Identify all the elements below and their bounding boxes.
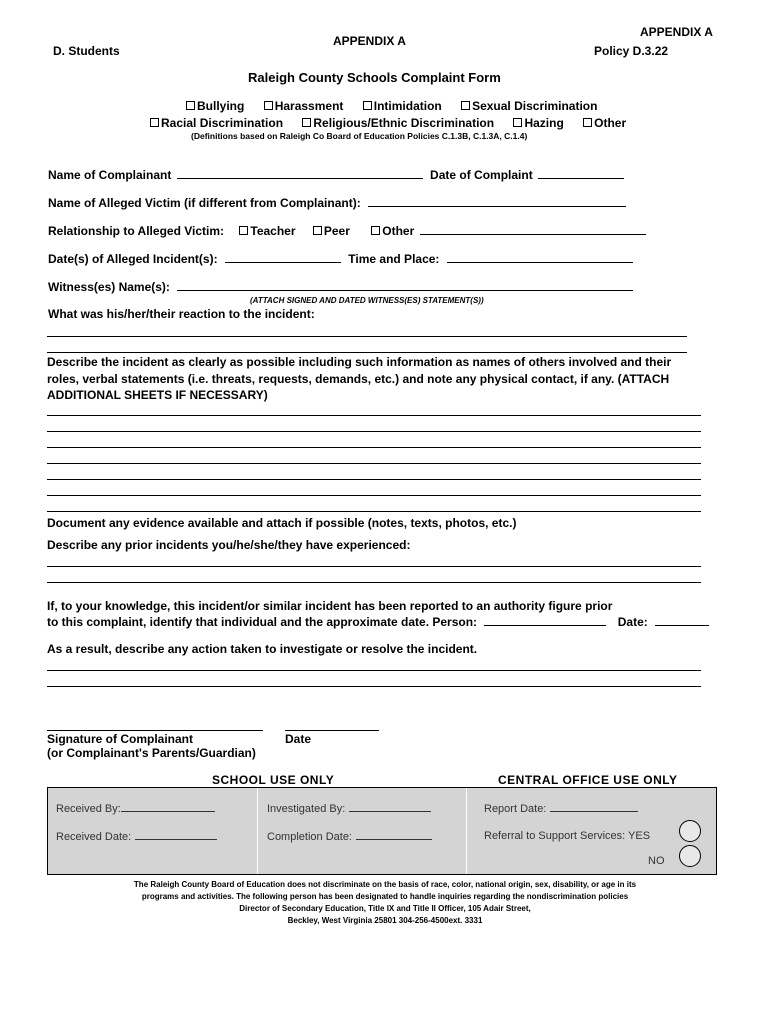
describe-answer-line[interactable] bbox=[47, 479, 701, 480]
reported-person-input[interactable] bbox=[484, 614, 606, 626]
report-date-field[interactable]: Report Date: bbox=[484, 802, 638, 815]
checkbox-other[interactable]: Other bbox=[583, 116, 626, 130]
describe-line-1: Describe the incident as clearly as possible including such information as names of others involved and their bbox=[47, 355, 672, 369]
appendix-label-right: APPENDIX A bbox=[640, 25, 713, 39]
form-title: Raleigh County Schools Complaint Form bbox=[248, 70, 501, 85]
policy-number: Policy D.3.22 bbox=[594, 44, 669, 58]
describe-line-3: ADDITIONAL SHEETS IF NECESSARY) bbox=[47, 388, 268, 402]
witness-note: (ATTACH SIGNED AND DATED WITNESS(ES) STATEMENT(S)) bbox=[250, 296, 484, 305]
incident-dates-row bbox=[48, 251, 633, 266]
referral-no-label: NO bbox=[648, 855, 665, 867]
witness-label: Witness(es) Name(s): bbox=[48, 280, 170, 294]
incident-dates-input[interactable] bbox=[225, 251, 341, 263]
footer-line-3: Director of Secondary Education, Title IX and Title II Officer, 105 Adair Street, bbox=[239, 904, 531, 913]
witness-row bbox=[48, 279, 633, 294]
complainant-name-label: Name of Complainant bbox=[48, 168, 172, 182]
reaction-line-2[interactable] bbox=[47, 352, 687, 353]
describe-answer-line[interactable] bbox=[47, 511, 701, 512]
checkbox-harassment[interactable]: Harassment bbox=[264, 99, 344, 113]
prior-answer-line[interactable] bbox=[47, 582, 701, 583]
reported-date-input[interactable] bbox=[655, 614, 709, 626]
victim-name-input[interactable] bbox=[368, 195, 626, 207]
checkbox-teacher[interactable]: Teacher bbox=[239, 224, 295, 238]
evidence-label: Document any evidence available and attach if possible (notes, texts, photos, etc.) bbox=[47, 516, 517, 530]
office-use-box bbox=[47, 787, 717, 875]
category-row-1 bbox=[186, 99, 597, 113]
reported-row bbox=[47, 614, 709, 629]
footer-notice bbox=[60, 879, 710, 927]
describe-answer-line[interactable] bbox=[47, 447, 701, 448]
checkbox-peer[interactable]: Peer bbox=[313, 224, 350, 238]
time-place-input[interactable] bbox=[447, 251, 633, 263]
complaint-date-label: Date of Complaint bbox=[430, 168, 533, 182]
signature-sublabel: (or Complainant's Parents/Guardian) bbox=[47, 746, 256, 760]
complaint-date-input[interactable] bbox=[538, 167, 624, 179]
referral-no-radio[interactable] bbox=[679, 845, 701, 867]
referral-yes-label: Referral to Support Services: YES bbox=[484, 830, 651, 842]
action-answer-line[interactable] bbox=[47, 670, 701, 671]
describe-answer-line[interactable] bbox=[47, 463, 701, 464]
checkbox-bullying[interactable]: Bullying bbox=[186, 99, 244, 113]
category-row-2 bbox=[150, 116, 626, 130]
investigated-by-field[interactable]: Investigated By: bbox=[267, 802, 431, 815]
footer-line-2: programs and activities. The following person has been designated to handle inquiries regarding the nondiscrimination policies bbox=[141, 892, 629, 901]
relationship-other-input[interactable] bbox=[420, 223, 646, 235]
received-by-field[interactable]: Received By: bbox=[56, 802, 215, 815]
victim-name-row bbox=[48, 195, 626, 210]
appendix-label-center: APPENDIX A bbox=[333, 34, 406, 48]
relationship-row bbox=[48, 223, 646, 238]
signature-date-line[interactable] bbox=[285, 730, 379, 731]
definitions-note: (Definitions based on Raleigh Co Board of Education Policies C.1.3B, C.1.3A, C.1.4) bbox=[191, 131, 528, 141]
reported-line-1: If, to your knowledge, this incident/or similar incident has been reported to an authority figure prior bbox=[47, 599, 613, 613]
section-label: D. Students bbox=[53, 44, 120, 58]
referral-yes-radio[interactable] bbox=[679, 820, 701, 842]
action-answer-line[interactable] bbox=[47, 686, 701, 687]
reaction-line-1[interactable] bbox=[47, 336, 687, 337]
school-use-heading: SCHOOL USE ONLY bbox=[212, 773, 335, 787]
incident-dates-label: Date(s) of Alleged Incident(s): bbox=[48, 252, 218, 266]
checkbox-relationship-other[interactable]: Other bbox=[371, 224, 414, 238]
witness-input[interactable] bbox=[177, 279, 633, 291]
signature-line[interactable] bbox=[47, 730, 263, 731]
checkbox-hazing[interactable]: Hazing bbox=[513, 116, 563, 130]
complainant-name-input[interactable] bbox=[177, 167, 423, 179]
prior-incidents-label: Describe any prior incidents you/he/she/they have experienced: bbox=[47, 538, 411, 552]
checkbox-sexual-discrimination[interactable]: Sexual Discrimination bbox=[461, 99, 597, 113]
describe-answer-line[interactable] bbox=[47, 415, 701, 416]
completion-date-field[interactable]: Completion Date: bbox=[267, 830, 432, 843]
complainant-name-row bbox=[48, 167, 624, 182]
victim-name-label: Name of Alleged Victim (if different from Complainant): bbox=[48, 196, 361, 210]
action-label: As a result, describe any action taken to investigate or resolve the incident. bbox=[47, 642, 478, 656]
received-date-field[interactable]: Received Date: bbox=[56, 830, 217, 843]
reported-person-label: to this complaint, identify that individual and the approximate date. Person: bbox=[47, 615, 478, 629]
reported-date-label: Date: bbox=[617, 615, 648, 629]
describe-answer-line[interactable] bbox=[47, 431, 701, 432]
relationship-label: Relationship to Alleged Victim: bbox=[48, 224, 225, 238]
reaction-label: What was his/her/their reaction to the incident: bbox=[48, 307, 315, 321]
footer-line-1: The Raleigh County Board of Education does not discriminate on the basis of race, color, national origin, sex, disability, or age in its bbox=[133, 880, 637, 889]
signature-date-label: Date bbox=[285, 732, 312, 746]
central-office-heading: CENTRAL OFFICE USE ONLY bbox=[498, 773, 678, 787]
checkbox-religious-discrimination[interactable]: Religious/Ethnic Discrimination bbox=[302, 116, 494, 130]
time-place-label: Time and Place: bbox=[348, 252, 440, 266]
checkbox-intimidation[interactable]: Intimidation bbox=[363, 99, 442, 113]
describe-line-2: roles, verbal statements (i.e. threats, requests, demands, etc.) and note any physical contact, if any. (ATTACH bbox=[47, 372, 670, 386]
footer-line-4: Beckley, West Virginia 25801 304-256-4500ext. 3331 bbox=[287, 916, 483, 925]
describe-answer-line[interactable] bbox=[47, 495, 701, 496]
prior-answer-line[interactable] bbox=[47, 566, 701, 567]
checkbox-racial-discrimination[interactable]: Racial Discrimination bbox=[150, 116, 283, 130]
signature-label: Signature of Complainant bbox=[47, 732, 194, 746]
